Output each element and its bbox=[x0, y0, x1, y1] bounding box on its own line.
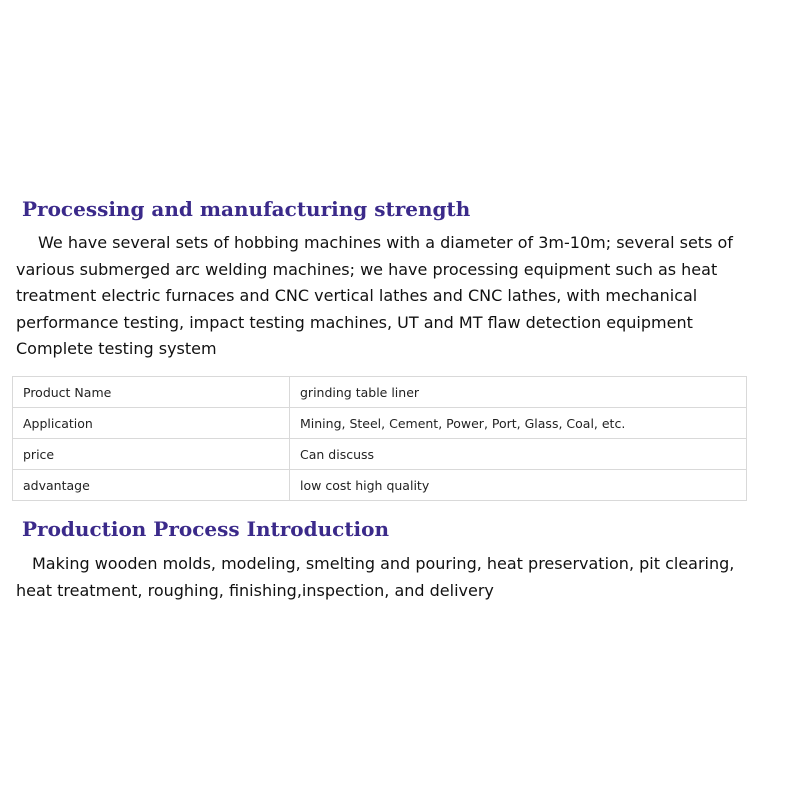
table-row bbox=[13, 470, 747, 501]
spec-label: Application bbox=[13, 408, 290, 439]
section-title-production-process: Production Process Introduction bbox=[22, 517, 390, 541]
spec-value: grinding table liner bbox=[290, 377, 747, 408]
spec-label: price bbox=[13, 439, 290, 470]
product-spec-table bbox=[12, 376, 747, 501]
spec-value: low cost high quality bbox=[290, 470, 747, 501]
section-title-processing-strength: Processing and manufacturing strength bbox=[22, 197, 471, 221]
table-row bbox=[13, 439, 747, 470]
spec-label: advantage bbox=[13, 470, 290, 501]
production-process-paragraph: Making wooden molds, modeling, smelting and pouring, heat preservation, pit clearing, heat treatment, roughing, finishing,inspection, and delivery bbox=[16, 554, 735, 600]
spec-value: Can discuss bbox=[290, 439, 747, 470]
table-row bbox=[13, 377, 747, 408]
spec-value: Mining, Steel, Cement, Power, Port, Glass, Coal, etc. bbox=[290, 408, 747, 439]
spec-label: Product Name bbox=[13, 377, 290, 408]
table-row bbox=[13, 408, 747, 439]
processing-strength-paragraph: We have several sets of hobbing machines with a diameter of 3m-10m; several sets of various submerged arc welding machines; we have processing equipment such as heat treatment electric furnaces and CNC vertical lathes and CNC lathes, with mechanical performance testing, impact testing machines, UT and MT flaw detection equipment Complete testing system bbox=[16, 233, 733, 358]
